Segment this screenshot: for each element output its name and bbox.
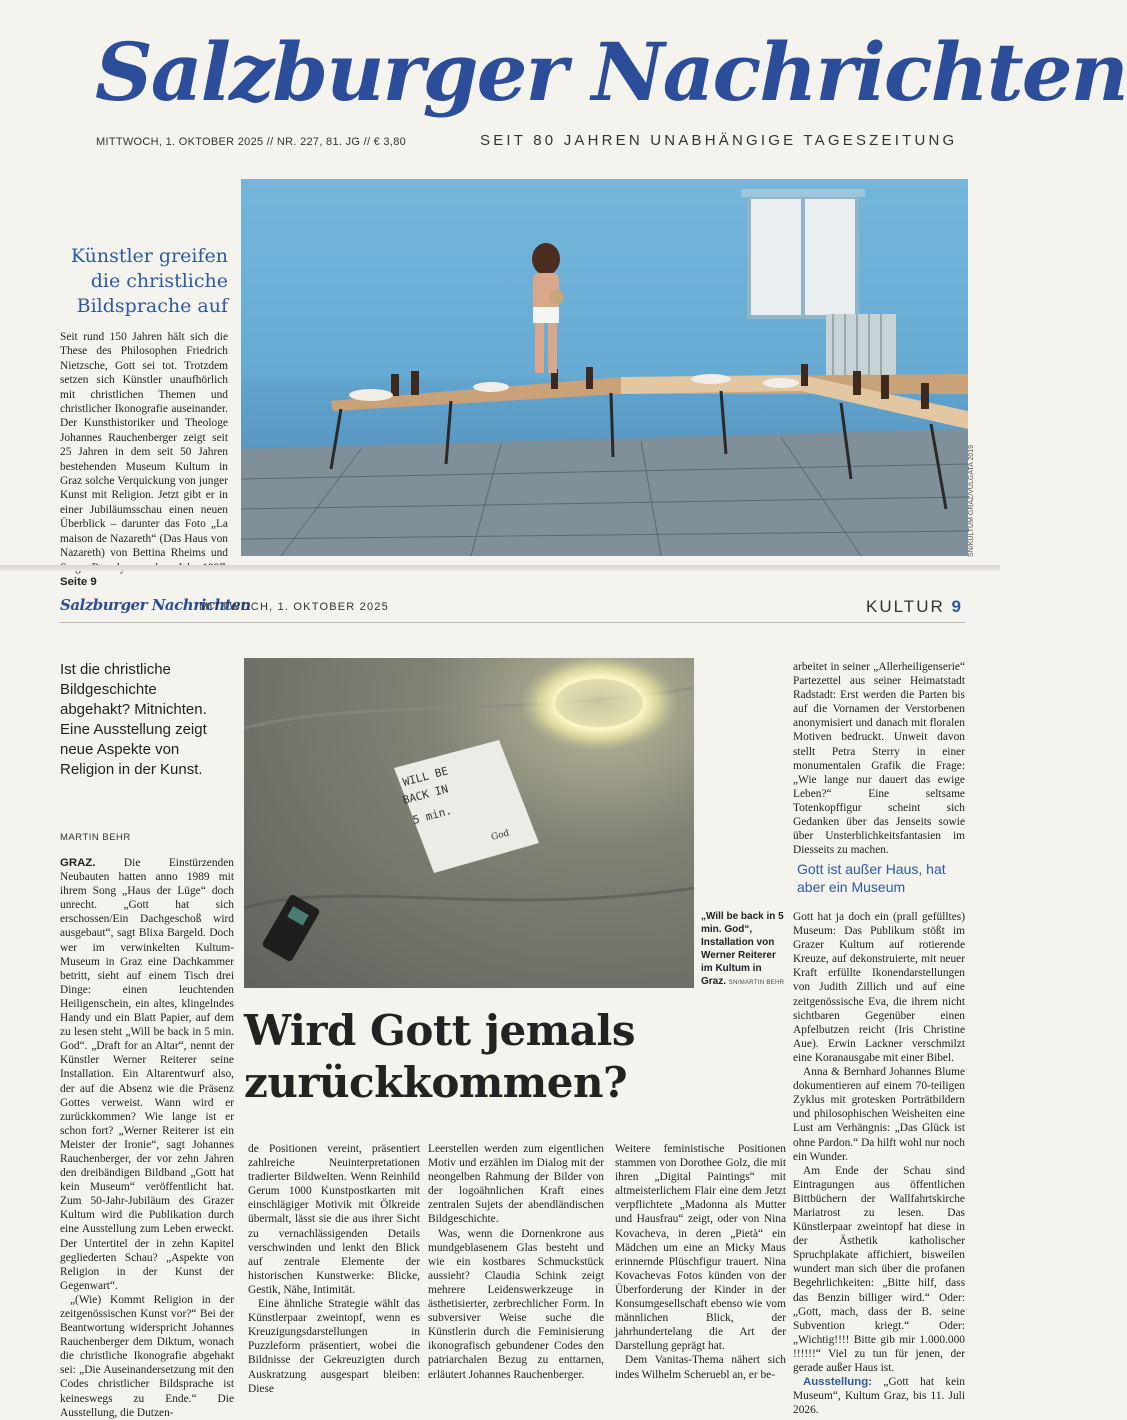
dateline: GRAZ. bbox=[60, 857, 96, 869]
article-column-6: Gott hat ja doch ein (prall gefülltes) Museum: Das Publikum stößt im Grazer Kultum auf rotierende Kreuze, auf dekonstruierte, mit neuer Kraft erfüllte Ikonendarstellungen von Judith Zillich und auf eine zeitgenössische Eva, die ihrem nicht sichtbaren Gegenüber einen Apfelbutzen reicht (Iris Christine Aue). Erwin Lackner verschmilzt eine Koranausgabe mit einer Bibel. Anna & Bernhard Johannes Blume dokumentieren auf einem 70-teiligen Zyklus mit grotesken Porträtbildern und philosophischen Weisheiten eine Lust am Verhängnis: „Das Glück ist ohne Pardon.“ Da hilft wohl nur noch ein Wunder. Am Ende der Schau sind Eintragungen aus öffentlichen Bittbüchern der Wallfahrtskirche Mariatrost zu lesen. Das Künstlerpaar zweintopf hat diese in der Ästhetik katholischer Spruchplakate affichiert, bisweilen wundert man sich über die profanen Begehrlichkeiten: „Bitte hilf, dass das Benzin billiger wird.“ Oder: „Gott, mach, dass der B. seine Subvention kriegt.“ Oder: „Wichtig!!!! Bitte gib mir 1.000.000 !!!!!!“ Viel zu tun für jenen, der gerade außer Haus ist. Ausstellung: „Gott hat kein Museum“, Kultum Graz, bis 11. Juli 2026. bbox=[793, 911, 965, 1417]
article-headline: Wird Gott jemals zurückkommen? bbox=[244, 1006, 635, 1107]
issue-line: MITTWOCH, 1. OKTOBER 2025 // NR. 227, 81. JG // € 3,80 bbox=[96, 136, 407, 148]
page-fold-divider bbox=[0, 565, 1000, 571]
exhibition-info-label: Ausstellung: bbox=[803, 1376, 872, 1389]
svg-text:God: God bbox=[490, 828, 511, 843]
svg-text:5 min.: 5 min. bbox=[411, 804, 454, 827]
page-header-logo: Salzburger Nachrichten bbox=[60, 596, 251, 614]
article-column-1: GRAZ. Die Einstürzenden Neubauten hatten anno 1989 mit ihrem Song „Haus der Lüge“ doch unrecht. „Gott hat sich erschossen/Ein Dachgeschoß wird ausgebaut“, sagt Blixa Bargeld. Doch wer im verwinkelten Kultum-Museum in Graz eine Dachkammer betritt, sieht auf einem Tisch drei Dinge: einen leuchtenden Heiligenschein, ein altes, klingelndes Handy und ein Blatt Papier, auf dem zu lesen steht „Will be back in 5 min. God“. „Draft for an Altar“, nennt der Künstler Werner Reiterer seine Installation. Ein Altarentwurf also, der auf die Absenz wie die Präsenz Gottes verweist. Wann wird er zurückkommen? Wie lange ist er schon fort? „Werner Reiterer ist ein Meister der Ironie“, sagt Johannes Rauchenberger, der vor zehn Jahren den dreibändigen Bildband „Gott hat kein Museum“ veröffentlicht hat. Zum 50-Jahr-Jubiläum des Grazer Kultum wird die Publikation durch eine Ausstellung zum Leben erweckt. Der Untertitel der in zehn Kapitel gegliederten Schau? „Aspekte von Religion in der Kunst der Gegenwart“. „(Wie) Kommt Religion in der zeitgenössischen Kunst vor?“ Bei der Beantwortung widerspricht Johannes Rauchenberger dem Diktum, wonach die christliche Ikonografie abgehakt sei: „Die Auseinandersetzung mit den Codes christlicher Bildsprache ist keineswegs zu Ende.“ Die Ausstellung, die Dutzen- bbox=[60, 857, 234, 1419]
article-column-3: Leerstellen werden zum eigentlichen Motiv und erzählen im Dialog mit der neongelben Rahmung der Bilder von der logoähnlichen Kraft eines zentralen Sujets der abendländischen Bildgeschichte. Was, wenn die Dornenkrone aus mundgeblasenem Glas besteht und wie ein kostbares Schmuckstück aussieht? Claudia Schink zeigt mehrere Leidenswerkzeuge in ästhetisierter, zerbrechlicher Form. In subversiver Weise suche die Künstlerin durch die Feminisierung ikonografisch gebundener Codes den patriarchalen Bezug zu enttarnen, erläutert Johannes Rauchenberger. bbox=[428, 1143, 604, 1381]
header-rule bbox=[60, 622, 965, 623]
article-author: MARTIN BEHR bbox=[60, 832, 131, 843]
teaser-headline: Künstler greifen die christliche Bildsprache auf bbox=[70, 245, 228, 317]
page-header-section bbox=[866, 597, 963, 617]
teaser-page-ref: Seite 9 bbox=[60, 575, 97, 588]
photo-caption: „Will be back in 5 min. God“, Installation von Werner Reiterer im Kultum in Graz. SN/MARTIN BEHR bbox=[701, 911, 785, 987]
article-column-4: Weitere feministische Positionen stammen von Dorothee Golz, die mit ihren „Digital Paintings“ mit altmeisterlichem Flair eine dem Jetzt verpflichtete „Madonna als Mutter und Hausfrau“ zeigt, oder von Nina Kovacheva, in deren „Pietà“ ein Mädchen um eine an Micky Maus erinnernde Plüschfigur trauert. Nina Kovachevas Fotos künden von der Überforderung der Kinder in der Konsumgesellschaft ebenso wie vom männlichen Blick, der jahrhundertelang die Art der Darstellung geprägt hat. Dem Vanitas-Thema nähert sich indes Wilhelm Scheruebl an, er be- bbox=[615, 1143, 786, 1381]
section-name: KULTUR bbox=[866, 597, 945, 616]
hero-photo bbox=[241, 179, 968, 556]
installation-photo bbox=[244, 658, 694, 988]
slogan: SEIT 80 JAHREN UNABHÄNGIGE TAGESZEITUNG bbox=[480, 132, 958, 149]
photo-credit: SN/KULTUM GRAZ/VULGATA 2019 bbox=[968, 444, 975, 557]
caption-credit: SN/MARTIN BEHR bbox=[728, 980, 785, 986]
svg-text:WILL BE: WILL BE bbox=[401, 764, 450, 789]
svg-text:BACK IN: BACK IN bbox=[401, 782, 450, 807]
article-subhead: Gott ist außer Haus, hat aber ein Museum bbox=[797, 861, 946, 895]
article-column-5: arbeitet in seiner „Allerheiligenserie“ Partezettel aus seiner Heimatstadt Radstadt: Erst werden die Parten bis auf die Vornamen der Verstorbenen anonymisiert und danach mit floralen Motiven bedruckt. Unweit davon stellt Petra Sterry in einer monumentalen Grafik die Frage: „Wie lange nur dauert das ewige Leben?“ Eine seltsame Totenkopffigur scheint sich Gedanken über das Jenseits sowie über Unsterblichkeitsfantasien im Diesseits zu machen. bbox=[793, 661, 965, 857]
installation-photo-illustration bbox=[244, 658, 694, 988]
teaser-text: Seit rund 150 Jahren hält sich die These des Philosophen Friedrich Nietzsche, Gott sei tot. Trotzdem setzen sich Künstler unaufhörlich mit christlichen Themen und christlicher Ikonografie auseinander. Der Kunsthistoriker und Theologe Johannes Rauchenberger zeigt seit 25 Jahren in dem seit 50 Jahren bestehenden Museum Kultum in Graz solche Verquickung von junger Kunst mit Religion. Jetzt gibt er in einer Jubiläumsschau einen neuen Überblick – darunter das Foto „La maison de Nazareth“ (Das Haus von Nazareth) von Bettina Rheims und Seite 9 bbox=[60, 331, 228, 588]
page-header-date: MITTWOCH, 1. OKTOBER 2025 bbox=[199, 601, 389, 613]
article-column-2: de Positionen vereint, präsentiert zahlreiche Neuinterpretationen tradierter Bildwelten. Wenn Reinhild Gerum 1000 Kunstpostkarten mit einschlägiger Motivik mit Ölkreide übermalt, lässt sie die aus ihrer Sicht zu vernachlässigenden Details verschwinden und lenkt den Blick auf zentrale Elemente der historischen Kunstwerke: Blicke, Gestik, Nähe, Intimität. Eine ähnliche Strategie wählt das Künstlerpaar zweintopf, wenn es Kreuzigungsdarstellungen in Puzzleform präsentiert, wobei die Bildnisse der Gekreuzigten durch Auskratzung ausgespart bleiben: Diese bbox=[248, 1143, 420, 1395]
page-number: 9 bbox=[951, 597, 963, 616]
masthead-logo: Salzburger Nachrichten bbox=[95, 25, 1127, 119]
hero-photo-illustration bbox=[241, 179, 968, 556]
article-lead: Ist die christliche Bildgeschichte abgehakt? Mitnichten. Eine Ausstellung zeigt neue Aspekte von Religion in der Kunst. bbox=[60, 661, 207, 778]
exhibition-info: Ausstellung: „Gott hat kein Museum“, Kultum Graz, bis 11. Juli 2026. bbox=[793, 1376, 965, 1417]
